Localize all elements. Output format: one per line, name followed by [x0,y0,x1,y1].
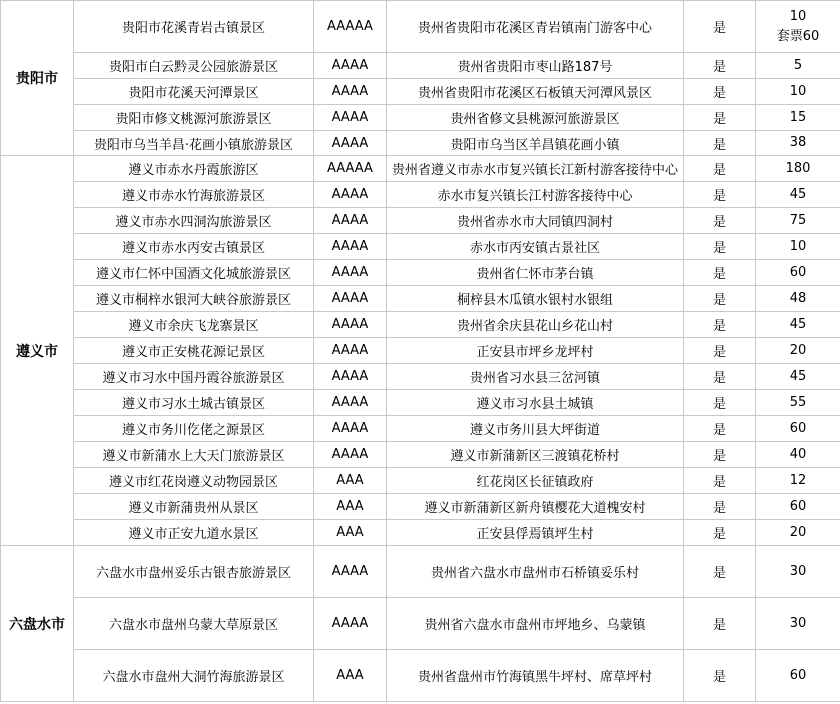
level-cell: AAAA [314,338,387,364]
free-cell: 是 [684,598,756,650]
fee-value: 38 [789,135,807,150]
fee-value: 30 [789,615,807,631]
table-row [1,131,840,156]
name-cell: 遵义市赤水丙安古镇景区 [74,234,314,260]
address-cell: 遵义市务川县大坪街道 [387,416,684,442]
fee-package-value: 套票60 [776,28,820,44]
fee-cell [756,390,840,416]
free-cell: 是 [684,650,756,702]
name-cell: 贵阳市花溪青岩古镇景区 [74,1,314,53]
fee-value: 60 [789,264,807,280]
name-cell: 遵义市正安桃花源记景区 [74,338,314,364]
free-cell: 是 [684,1,756,53]
name-cell: 贵阳市乌当羊昌·花画小镇旅游景区 [74,131,314,156]
free-cell: 是 [684,286,756,312]
fee-cell [756,494,840,520]
level-cell: AAAA [314,208,387,234]
table-row [1,105,840,131]
fee-cell [756,338,840,364]
address-cell: 贵州省赤水市大同镇四洞村 [387,208,684,234]
address-cell: 贵州省六盘水市盘州市石桥镇妥乐村 [387,546,684,598]
level-cell: AAAA [314,79,387,105]
address-cell: 贵州省遵义市赤水市复兴镇长江新村游客接待中心 [387,156,684,182]
address-cell: 贵州省习水县三岔河镇 [387,364,684,390]
fee-cell [756,79,840,105]
address-cell: 贵州省仁怀市茅台镇 [387,260,684,286]
level-cell: AAAA [314,131,387,156]
fee-value: 10 [789,238,807,254]
fee-value: 5 [793,57,803,73]
fee-value: 10 [789,83,807,99]
address-cell: 赤水市丙安镇古景社区 [387,234,684,260]
fee-value: 55 [789,394,807,410]
fee-cell [756,546,840,598]
fee-value: 45 [789,316,807,332]
table-row [1,312,840,338]
city-cell: 贵阳市 [1,1,74,156]
level-cell: AAAA [314,312,387,338]
address-cell: 遵义市新蒲新区三渡镇花桥村 [387,442,684,468]
table-row [1,598,840,650]
table-row [1,286,840,312]
free-cell: 是 [684,494,756,520]
table-row [1,53,840,79]
fee-value: 15 [789,109,807,125]
level-cell: AAA [314,650,387,702]
fee-cell [756,260,840,286]
fee-cell [756,156,840,182]
fee-value: 30 [789,563,807,579]
name-cell: 遵义市赤水丹霞旅游区 [74,156,314,182]
address-cell: 贵州省余庆县花山乡花山村 [387,312,684,338]
free-cell: 是 [684,416,756,442]
name-cell: 遵义市赤水竹海旅游景区 [74,182,314,208]
fee-value: 10 [789,8,807,24]
fee-value: 48 [789,290,807,306]
level-cell: AAAA [314,286,387,312]
fee-cell [756,131,840,156]
free-cell: 是 [684,182,756,208]
name-cell: 贵阳市修文桃源河旅游景区 [74,105,314,131]
level-cell: AAAA [314,260,387,286]
address-cell: 贵州省贵阳市枣山路187号 [387,53,684,79]
table-row [1,546,840,598]
fee-cell [756,1,840,53]
name-cell: 六盘水市盘州大洞竹海旅游景区 [74,650,314,702]
fee-cell [756,650,840,702]
name-cell: 遵义市习水土城古镇景区 [74,390,314,416]
fee-value: 60 [789,667,807,683]
fee-value: 45 [789,186,807,202]
fee-cell [756,364,840,390]
table-row [1,442,840,468]
free-cell: 是 [684,364,756,390]
table-row [1,156,840,182]
city-cell: 遵义市 [1,156,74,546]
fee-cell [756,312,840,338]
level-cell: AAAAA [314,156,387,182]
free-cell: 是 [684,468,756,494]
name-cell: 遵义市仁怀中国酒文化城旅游景区 [74,260,314,286]
name-cell: 遵义市余庆飞龙寨景区 [74,312,314,338]
level-cell: AAAA [314,105,387,131]
free-cell: 是 [684,131,756,156]
address-cell: 正安县市坪乡龙坪村 [387,338,684,364]
free-cell: 是 [684,260,756,286]
table-row [1,260,840,286]
fee-cell [756,468,840,494]
fee-value: 180 [785,160,811,176]
name-cell: 遵义市赤水四洞沟旅游景区 [74,208,314,234]
free-cell: 是 [684,53,756,79]
fee-cell [756,53,840,79]
level-cell: AAAA [314,182,387,208]
address-cell: 贵州省贵阳市花溪区青岩镇南门游客中心 [387,1,684,53]
free-cell: 是 [684,234,756,260]
fee-value: 20 [789,342,807,358]
address-cell: 赤水市复兴镇长江村游客接待中心 [387,182,684,208]
address-cell: 贵州省修文县桃源河旅游景区 [387,105,684,131]
level-cell: AAAA [314,234,387,260]
address-cell: 贵州省六盘水市盘州市坪地乡、乌蒙镇 [387,598,684,650]
name-cell: 遵义市新蒲贵州从景区 [74,494,314,520]
address-cell: 贵州省盘州市竹海镇黑牛坪村、席草坪村 [387,650,684,702]
fee-cell [756,208,840,234]
fee-cell [756,416,840,442]
free-cell: 是 [684,546,756,598]
table-row [1,234,840,260]
fee-cell [756,598,840,650]
fee-cell [756,182,840,208]
free-cell: 是 [684,79,756,105]
name-cell: 贵阳市花溪天河潭景区 [74,79,314,105]
address-cell: 红花岗区长征镇政府 [387,468,684,494]
free-cell: 是 [684,442,756,468]
table-row [1,208,840,234]
level-cell: AAA [314,468,387,494]
table-row [1,390,840,416]
address-cell: 遵义市习水县土城镇 [387,390,684,416]
name-cell: 遵义市正安九道水景区 [74,520,314,546]
name-cell: 遵义市新蒲水上大天门旅游景区 [74,442,314,468]
table-row [1,1,840,53]
table-row [1,182,840,208]
fee-cell [756,286,840,312]
fee-cell [756,520,840,546]
table-row [1,468,840,494]
fee-value: 20 [789,524,807,540]
fee-value: 40 [789,446,807,462]
level-cell: AAA [314,494,387,520]
free-cell: 是 [684,338,756,364]
free-cell: 是 [684,312,756,338]
level-cell: AAAA [314,390,387,416]
free-cell: 是 [684,208,756,234]
free-cell: 是 [684,156,756,182]
level-cell: AAAA [314,416,387,442]
fee-value: 12 [789,472,807,488]
table-row [1,416,840,442]
level-cell: AAAA [314,364,387,390]
table-row [1,650,840,702]
free-cell: 是 [684,520,756,546]
fee-value: 60 [789,498,807,514]
name-cell: 遵义市务川仡佬之源景区 [74,416,314,442]
address-cell: 遵义市新蒲新区新舟镇樱花大道槐安村 [387,494,684,520]
table-body [1,1,840,702]
address-cell: 贵阳市乌当区羊昌镇花画小镇 [387,131,684,156]
free-cell: 是 [684,105,756,131]
fee-value: 75 [789,212,807,228]
table-row [1,520,840,546]
name-cell: 遵义市红花岗遵义动物园景区 [74,468,314,494]
name-cell: 六盘水市盘州妥乐古银杏旅游景区 [74,546,314,598]
city-cell: 六盘水市 [1,546,74,702]
table-row [1,364,840,390]
address-cell: 桐梓县木瓜镇水银村水银组 [387,286,684,312]
name-cell: 六盘水市盘州乌蒙大草原景区 [74,598,314,650]
address-cell: 正安县俘焉镇坪生村 [387,520,684,546]
fee-cell [756,105,840,131]
table-row [1,494,840,520]
table-row [1,338,840,364]
fee-value: 45 [789,368,807,384]
level-cell: AAAA [314,598,387,650]
name-cell: 遵义市桐梓水银河大峡谷旅游景区 [74,286,314,312]
name-cell: 遵义市习水中国丹霞谷旅游景区 [74,364,314,390]
level-cell: AAAA [314,546,387,598]
address-cell: 贵州省贵阳市花溪区石板镇天河潭风景区 [387,79,684,105]
fee-value: 60 [789,420,807,436]
free-cell: 是 [684,390,756,416]
level-cell: AAA [314,520,387,546]
level-cell: AAAA [314,53,387,79]
level-cell: AAAAA [314,1,387,53]
level-cell: AAAA [314,442,387,468]
table-row [1,79,840,105]
fee-cell [756,442,840,468]
name-cell: 贵阳市白云黔灵公园旅游景区 [74,53,314,79]
fee-cell [756,234,840,260]
